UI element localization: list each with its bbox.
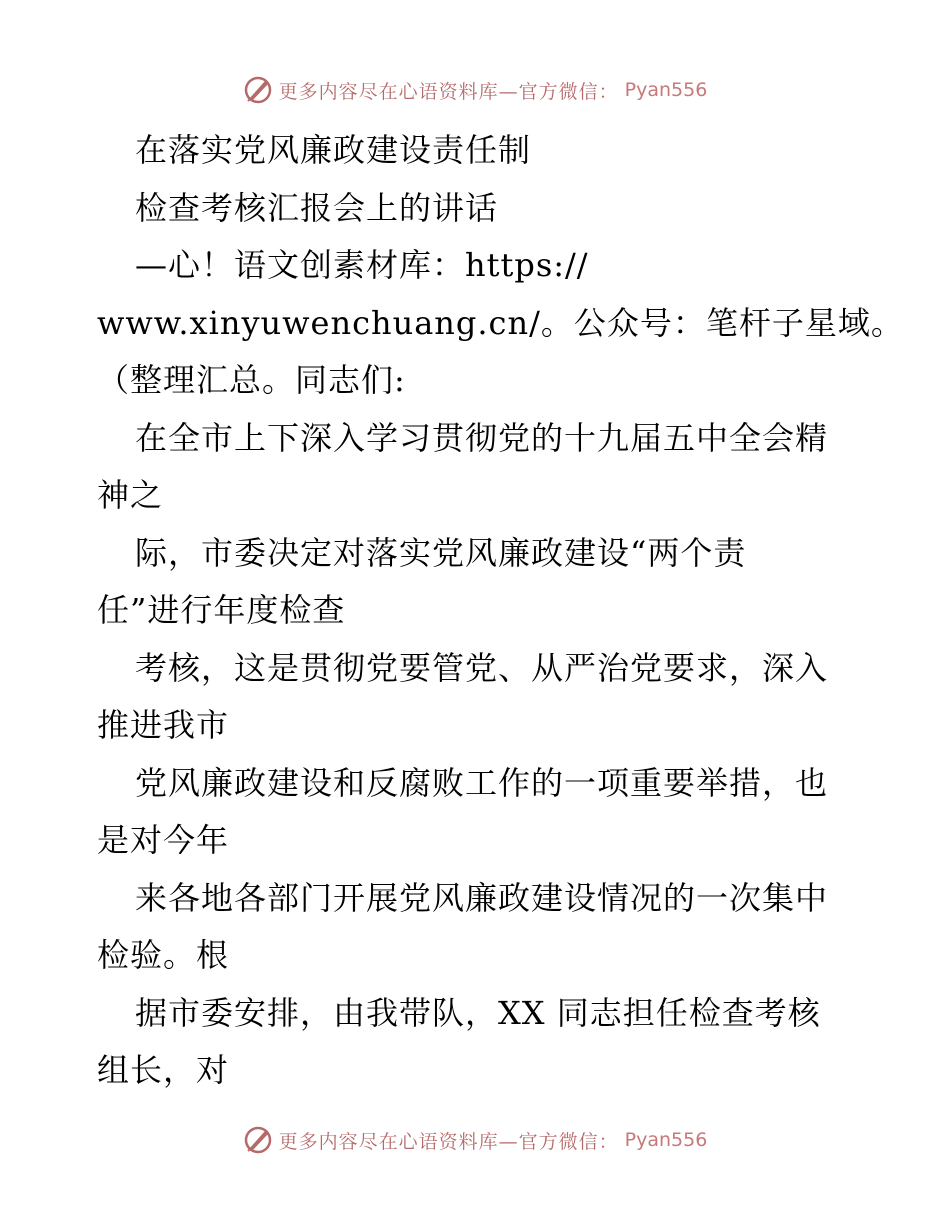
header-banner [0, 70, 950, 110]
quill-logo-icon [243, 1125, 273, 1155]
footer-banner [0, 1120, 950, 1160]
document-body [97, 122, 904, 1100]
text-line: 检验。根 [97, 936, 230, 974]
text-line: 检查考核汇报会上的讲话 [135, 188, 499, 227]
text-line: 来各地各部门开展党风廉政建设情况的一次集中 [135, 878, 829, 917]
text-line: —心！语文创素材库：https:// [135, 246, 589, 284]
banner-text: 更多内容尽在心语资料库—官方微信： [278, 80, 619, 103]
quill-logo-icon [243, 75, 273, 105]
banner-wechat-id: Pyan556 [624, 79, 708, 101]
banner-text: 更多内容尽在心语资料库—官方微信： [278, 1130, 619, 1153]
text-line: 在全市上下深入学习贯彻党的十九届五中全会精 [135, 418, 829, 457]
text-line: 党风廉政建设和反腐败工作的一项重要举措，也 [135, 763, 829, 802]
text-line: 神之 [97, 476, 164, 514]
banner-wechat-id: Pyan556 [624, 1129, 708, 1151]
text-line: www.xinyuwenchuang.cn/。公众号：笔杆子星域。 [97, 303, 904, 342]
text-line: 在落实党风廉政建设责任制 [135, 131, 532, 169]
text-line: 推进我市 [97, 706, 230, 744]
text-line: （整理汇总。同志们: [97, 361, 406, 399]
text-line: 考核，这是贯彻党要管党、从严治党要求，深入 [135, 648, 829, 687]
text-line: 组长，对 [97, 1051, 230, 1089]
text-line: 任”进行年度检查 [97, 591, 346, 629]
text-line: 际，市委决定对落实党风廉政建设“两个责 [135, 533, 747, 572]
text-line: 是对今年 [97, 821, 230, 859]
text-line: 据市委安排，由我带队，XX 同志担任检查考核 [135, 993, 821, 1032]
